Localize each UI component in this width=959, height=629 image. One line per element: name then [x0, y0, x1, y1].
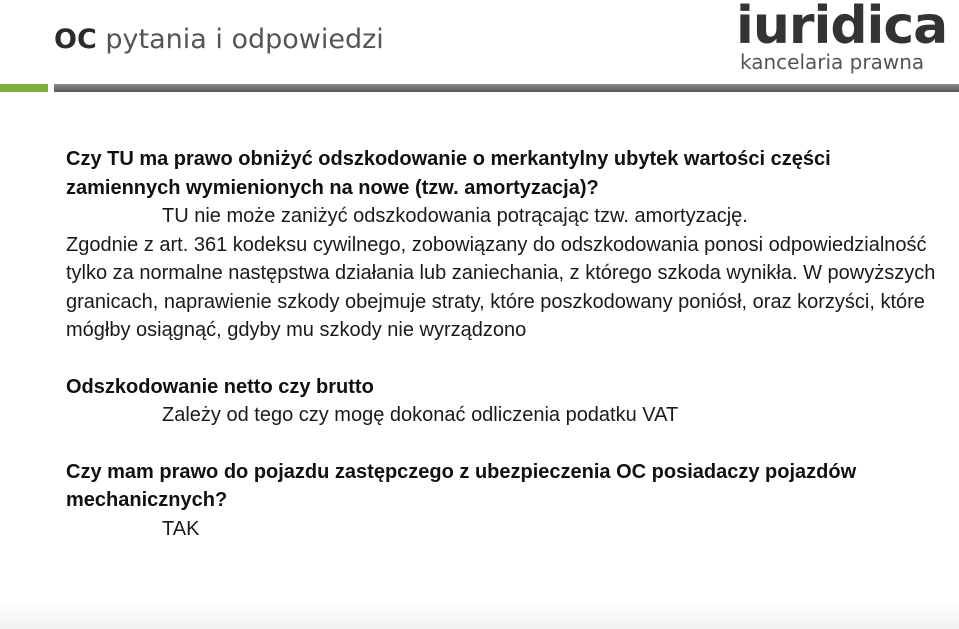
page-title-rest: pytania i odpowiedzi: [96, 24, 384, 55]
header-divider-bar: [54, 84, 959, 92]
answer-net-gross: Zależy od tego czy mogę dokonać odliczenia podatku VAT: [162, 404, 679, 426]
slide-content: [66, 145, 946, 543]
logo-tagline: kancelaria prawna: [740, 50, 925, 74]
answer-replacement-vehicle: TAK: [162, 517, 200, 540]
question-replacement-vehicle: Czy mam prawo do pojazdu zastępczego z ubezpieczenia OC posiadaczy pojazdów mechanicznych?: [66, 460, 857, 511]
page-title: [54, 20, 384, 60]
header-accent-bar: [0, 84, 48, 92]
answer-amortization-lead: TU nie może zaniżyć odszkodowania potrącając tzw. amortyzację.: [162, 205, 748, 227]
answer-amortization-detail: Zgodnie z art. 361 kodeksu cywilnego, zobowiązany do odszkodowania ponosi odpowiedzialność tylko za normalne następstwa działania lub zaniechania, z którego szkoda wynikła. W powyższych granicach, naprawienie szkody obejmuje straty, które poszkodowany poniósł, oraz korzyści, które mógłby osiągnąć, gdyby mu szkody nie wyrządzono: [66, 233, 936, 341]
spacer: [66, 345, 946, 373]
spacer: [66, 430, 946, 458]
page-title-strong: OC: [54, 24, 97, 55]
iuridica-logo: [736, 0, 959, 80]
question-net-gross: Odszkodowanie netto czy brutto: [66, 375, 374, 398]
logo-wordmark: iuridica: [736, 0, 948, 56]
footer-fade: [0, 600, 959, 629]
question-amortization: Czy TU ma prawo obniżyć odszkodowanie o merkantylny ubytek wartości części zamiennych wymienionych na nowe (tzw. amortyzacja)?: [66, 148, 831, 199]
